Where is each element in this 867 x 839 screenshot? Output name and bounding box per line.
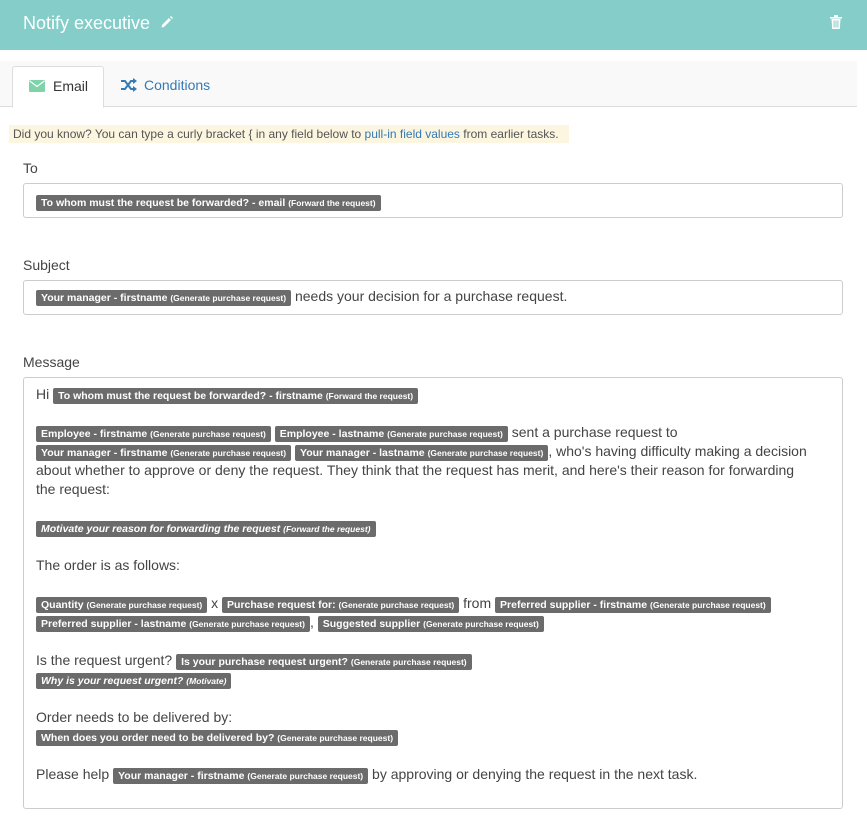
- field-chip[interactable]: Employee - firstname (Generate purchase request): [36, 426, 271, 442]
- field-chip[interactable]: Preferred supplier - firstname (Generate purchase request): [495, 597, 771, 613]
- field-chip[interactable]: Your manager - firstname (Generate purchase request): [113, 768, 368, 784]
- task-header: [0, 0, 867, 50]
- message-line: Hi To whom must the request be forwarded? - firstname (Forward the request): [36, 386, 418, 404]
- task-title[interactable]: Notify executive: [23, 13, 151, 33]
- message-line: Is the request urgent? Is your purchase request urgent? (Generate purchase request): [36, 652, 472, 670]
- envelope-icon: [29, 80, 45, 92]
- tip-banner: Did you know? You can type a curly bracket { in any field below to pull-in field values from earlier tasks.: [9, 125, 569, 143]
- to-field[interactable]: [23, 183, 843, 218]
- message-line: [36, 728, 398, 746]
- message-field[interactable]: [23, 377, 843, 809]
- field-chip[interactable]: Is your purchase request urgent? (Generate purchase request): [176, 654, 472, 670]
- tab-email[interactable]: Email: [12, 66, 104, 108]
- message-line: The order is as follows:: [36, 557, 180, 573]
- message-line: Your manager - firstname (Generate purchase request) Your manager - lastname (Generate purchase request) , who's having difficulty making a decision: [36, 443, 807, 461]
- message-line: the request:: [36, 481, 110, 497]
- message-line: about whether to approve or deny the request. They think that the request has merit, and here's their reason for forwarding: [36, 462, 795, 478]
- field-chip[interactable]: When does you order need to be delivered by? (Generate purchase request): [36, 730, 398, 746]
- field-chip[interactable]: Your manager - lastname (Generate purchase request): [295, 445, 548, 461]
- message-line: [36, 671, 231, 689]
- field-chip[interactable]: To whom must the request be forwarded? - firstname (Forward the request): [53, 388, 418, 404]
- pull-in-field-values-link[interactable]: pull-in field values: [364, 127, 460, 141]
- edit-pencil-icon[interactable]: [160, 15, 174, 29]
- message-line: Quantity (Generate purchase request) x Purchase request for: (Generate purchase request) from Preferred supplier - firstname (Generate purchase request): [36, 595, 771, 613]
- message-label: Message: [23, 354, 80, 370]
- message-line: [36, 519, 376, 537]
- to-label: To: [23, 160, 38, 176]
- message-line: Preferred supplier - lastname (Generate purchase request) , Suggested supplier (Generate purchase request): [36, 614, 544, 632]
- field-chip[interactable]: Why is your request urgent? (Motivate): [36, 673, 231, 689]
- field-chip[interactable]: To whom must the request be forwarded? - email (Forward the request): [36, 195, 381, 211]
- shuffle-icon: [120, 78, 138, 92]
- field-chip[interactable]: Purchase request for: (Generate purchase request): [222, 597, 459, 613]
- field-chip[interactable]: Your manager - firstname (Generate purchase request): [36, 290, 291, 306]
- message-line: Employee - firstname (Generate purchase request) Employee - lastname (Generate purchase request) sent a purchase request to: [36, 424, 678, 442]
- field-chip[interactable]: Suggested supplier (Generate purchase request): [318, 616, 544, 632]
- subject-field[interactable]: Your manager - firstname (Generate purchase request) needs your decision for a purchase request.: [23, 280, 843, 315]
- message-line: Please help Your manager - firstname (Generate purchase request) by approving or denying the request in the next task.: [36, 766, 698, 782]
- message-line: Order needs to be delivered by:: [36, 709, 233, 725]
- field-chip[interactable]: Motivate your reason for forwarding the request (Forward the request): [36, 521, 376, 537]
- field-chip[interactable]: Quantity (Generate purchase request): [36, 597, 207, 613]
- trash-icon[interactable]: [830, 15, 842, 29]
- subject-label: Subject: [23, 257, 70, 273]
- field-chip[interactable]: Preferred supplier - lastname (Generate purchase request): [36, 616, 310, 632]
- field-chip[interactable]: Your manager - firstname (Generate purchase request): [36, 445, 291, 461]
- field-chip[interactable]: Employee - lastname (Generate purchase request): [275, 426, 508, 442]
